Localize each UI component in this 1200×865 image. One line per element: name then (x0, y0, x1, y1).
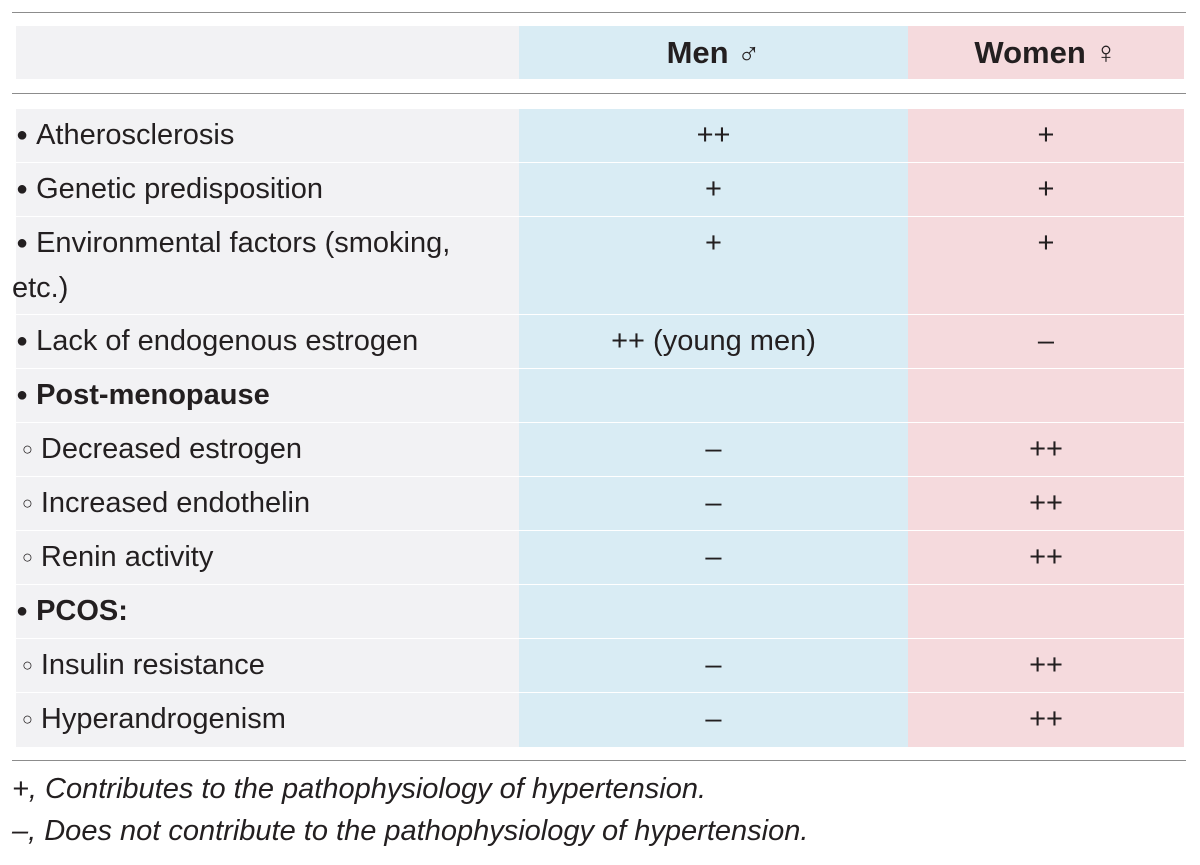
bullet-icon: ● (16, 232, 29, 254)
row-label-text: Insulin resistance (40, 649, 265, 681)
men-value: + (519, 217, 908, 314)
row-label (16, 423, 519, 476)
row-label-text: Hyperandrogenism (40, 703, 286, 735)
footnote-plus: +, Contributes to the pathophysiology of hypertension. (12, 773, 707, 805)
hollow-bullet-icon: ○ (22, 439, 33, 459)
table-row (16, 693, 1184, 747)
women-value: ++ (908, 531, 1184, 584)
table-row (16, 639, 1184, 693)
header-factor (16, 26, 519, 79)
header-rule (12, 93, 1186, 94)
men-value: – (519, 531, 908, 584)
hollow-bullet-icon: ○ (22, 547, 33, 567)
men-value: ++ (young men) (519, 315, 908, 368)
table-row (12, 217, 1184, 315)
table-header (16, 26, 1184, 79)
row-label-text: Genetic predisposition (36, 173, 324, 205)
women-value: ++ (908, 693, 1184, 747)
row-label (16, 585, 519, 638)
table-row (16, 109, 1184, 163)
row-label (16, 315, 519, 368)
hollow-bullet-icon: ○ (22, 709, 33, 729)
row-label-text: Post-menopause (36, 379, 270, 411)
table-row (16, 585, 1184, 639)
hollow-bullet-icon: ○ (22, 493, 33, 513)
bullet-icon: ● (16, 330, 29, 352)
men-value: + (519, 163, 908, 216)
women-value: ++ (908, 423, 1184, 476)
table-body (12, 109, 1184, 747)
women-value (908, 585, 1184, 638)
bullet-icon: ● (16, 178, 29, 200)
bottom-rule (12, 760, 1186, 761)
women-value: + (908, 217, 1184, 314)
row-label-text-continued: etc.) (12, 272, 69, 304)
row-label (16, 163, 519, 216)
header-men: Men ♂ (519, 26, 908, 79)
bullet-icon: ● (16, 600, 29, 622)
row-label-text: Lack of endogenous estrogen (36, 325, 419, 357)
footnote-minus: –, Does not contribute to the pathophysiology of hypertension. (12, 815, 809, 847)
men-value (519, 585, 908, 638)
women-value: + (908, 163, 1184, 216)
women-value: – (908, 315, 1184, 368)
men-value: – (519, 423, 908, 476)
row-label-text: Renin activity (40, 541, 214, 573)
bullet-icon: ● (16, 384, 29, 406)
men-value: – (519, 477, 908, 530)
table-row (16, 531, 1184, 585)
table-row (16, 423, 1184, 477)
table-row (16, 477, 1184, 531)
women-value: + (908, 109, 1184, 162)
women-value: ++ (908, 639, 1184, 692)
table-row (16, 163, 1184, 217)
men-value: ++ (519, 109, 908, 162)
row-label-text: Decreased estrogen (40, 433, 303, 465)
row-label (12, 217, 519, 314)
top-rule (12, 12, 1186, 13)
women-value: ++ (908, 477, 1184, 530)
row-label-text: PCOS: (36, 595, 128, 627)
table-row (16, 369, 1184, 423)
row-label-text: Atherosclerosis (36, 119, 235, 151)
table-row (16, 315, 1184, 369)
hollow-bullet-icon: ○ (22, 655, 33, 675)
bullet-icon: ● (16, 124, 29, 146)
men-value (519, 369, 908, 422)
header-women: Women ♀ (908, 26, 1184, 79)
row-label (16, 693, 519, 747)
women-value (908, 369, 1184, 422)
men-value: – (519, 639, 908, 692)
row-label (16, 477, 519, 530)
men-value: – (519, 693, 908, 747)
row-label (16, 531, 519, 584)
row-label (16, 639, 519, 692)
row-label-text: Increased endothelin (40, 487, 311, 519)
row-label (16, 109, 519, 162)
row-label (16, 369, 519, 422)
row-label-text: Environmental factors (smoking, (36, 227, 451, 259)
